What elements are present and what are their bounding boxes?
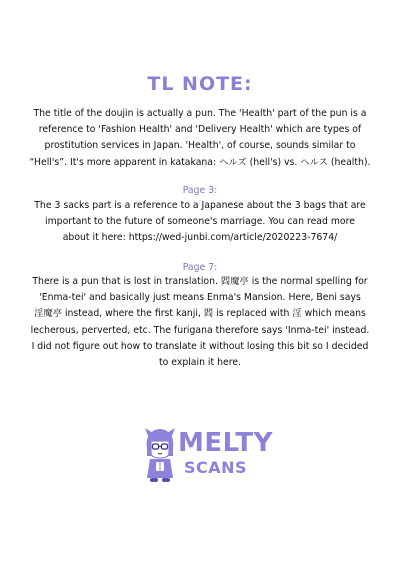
page7-line: I did not figure out how to translate it without losing this bit so I decided [31, 340, 369, 352]
mascot-icon [142, 426, 178, 484]
intro-line: The title of the doujin is actually a pun. The 'Health' part of the pun is a [33, 108, 367, 119]
page3-line: The 3 sacks part is a reference to a Japanese about the 3 bags that are [34, 200, 366, 211]
page7-line: There is a pun that is lost in translation. 閻魔亭 is the normal spelling for [32, 276, 368, 287]
page3-paragraph [24, 198, 376, 247]
intro-line: prostitution services in Japan. 'Health', of course, sounds similar to [44, 140, 356, 152]
page7-line: lecherous, perverted, etc. The furigana therefore says 'Inma-tei' instead. [30, 324, 370, 336]
intro-line: reference to 'Fashion Health' and 'Delivery Health' which are types of [38, 124, 362, 136]
page7-line: 'Enma-tei' and basically just means Enma's Mansion. Here, Beni says [39, 292, 361, 304]
intro-paragraph [24, 106, 376, 171]
page3-line: important to the future of someone's marriage. You can read more [45, 216, 355, 228]
logo-word-scans: SCANS [184, 458, 248, 477]
page3-line: about it here: https://wed-junbi.com/article/2020223-7674/ [62, 232, 338, 244]
page-title: TL NOTE: [147, 73, 253, 95]
page7-label: Page 7: [182, 262, 218, 273]
melty-scans-logo [142, 424, 273, 486]
page7-line: to explain it here. [158, 357, 242, 369]
intro-line: “Hell's”. It's more apparent in katakana: ヘルズ (hell's) vs. ヘルス (health). [29, 156, 371, 168]
page7-paragraph [24, 274, 376, 371]
logo-word-melty: MELTY [178, 428, 273, 458]
page3-label: Page 3: [182, 185, 218, 196]
page7-line: 淫魔亭 instead, where the first kanji, 閻 is replaced with 淫 which means [34, 308, 366, 320]
